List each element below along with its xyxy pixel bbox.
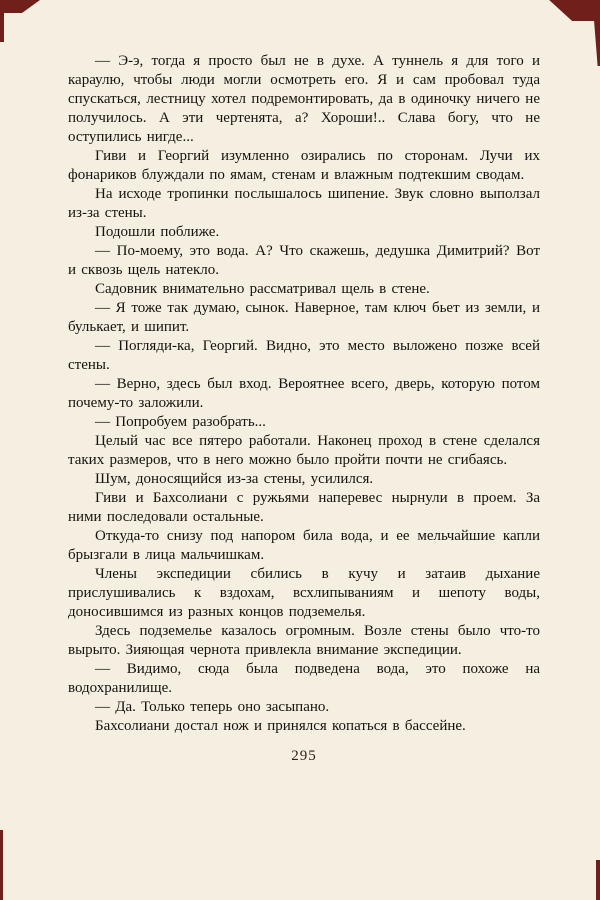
paragraph: Шум, доносящийся из-за стены, усилился. <box>95 471 374 487</box>
paragraph: Гиви и Бахсолиани с ружьями наперевес нырнули в проем. За ними последовали остальные. <box>68 490 540 525</box>
paragraph: — Да. Только теперь оно засыпано. <box>95 699 330 715</box>
scan-edge-right-bottom <box>596 860 600 900</box>
paragraph: Садовник внимательно рассматривал щель в стене. <box>95 281 430 297</box>
paragraph: Целый час все пятеро работали. Наконец проход в стене сделался таких размеров, что в него можно было пройти почти не сгибаясь. <box>68 433 540 468</box>
paragraph: — Э-э, тогда я просто был не в духе. А туннель я для того и караулю, чтобы люди могли осмотреть его. Я и сам пробовал туда спускаться, лестницу хотел подремонтировать, да в одиночку ничего не получилось. А эти чертенята, а? Хороши!.. Слава богу, что не оступились нигде... <box>68 53 540 145</box>
page-text <box>68 52 540 736</box>
paragraph: Здесь подземелье казалось огромным. Возле стены было что-то вырыто. Зияющая чернота привлекла внимание экспедиции. <box>68 623 540 658</box>
paragraph: — Погляди-ка, Георгий. Видно, это место выложено позже всей стены. <box>68 338 540 373</box>
paragraph: — По-моему, это вода. А? Что скажешь, дедушка Димитрий? Вот и сквозь щель натекло. <box>68 243 540 278</box>
paragraph: — Видимо, сюда была подведена вода, это похоже на водохранилище. <box>68 661 540 696</box>
paragraph: На исходе тропинки послышалось шипение. Звук словно выползал из-за стены. <box>68 186 540 221</box>
scan-edge-left-bottom <box>0 830 3 900</box>
paragraph: — Я тоже так думаю, сынок. Наверное, там ключ бьет из земли, и булькает, и шипит. <box>68 300 540 335</box>
paragraph: — Верно, здесь был вход. Вероятнее всего, дверь, которую потом почему-то заложили. <box>68 376 540 411</box>
paragraph: Члены экспедиции сбились в кучу и затаив дыхание прислушивались к вздохам, всхлипываниям и шепоту воды, доносившимся из разных концов подземелья. <box>68 566 540 620</box>
paragraph: Гиви и Георгий изумленно озирались по сторонам. Лучи их фонариков блуждали по ямам, стенам и влажным подтекшим сводам. <box>68 148 540 183</box>
paragraph: — Попробуем разобрать... <box>95 414 266 430</box>
paragraph: Подошли поближе. <box>95 224 220 240</box>
paragraph: Бахсолиани достал нож и принялся копаться в бассейне. <box>95 718 466 734</box>
page-number: 295 <box>291 748 317 764</box>
scan-edge-left-top <box>0 12 4 42</box>
paragraph: Откуда-то снизу под напором била вода, и ее мельчайшие капли брызгали в лица мальчишкам. <box>68 528 540 563</box>
